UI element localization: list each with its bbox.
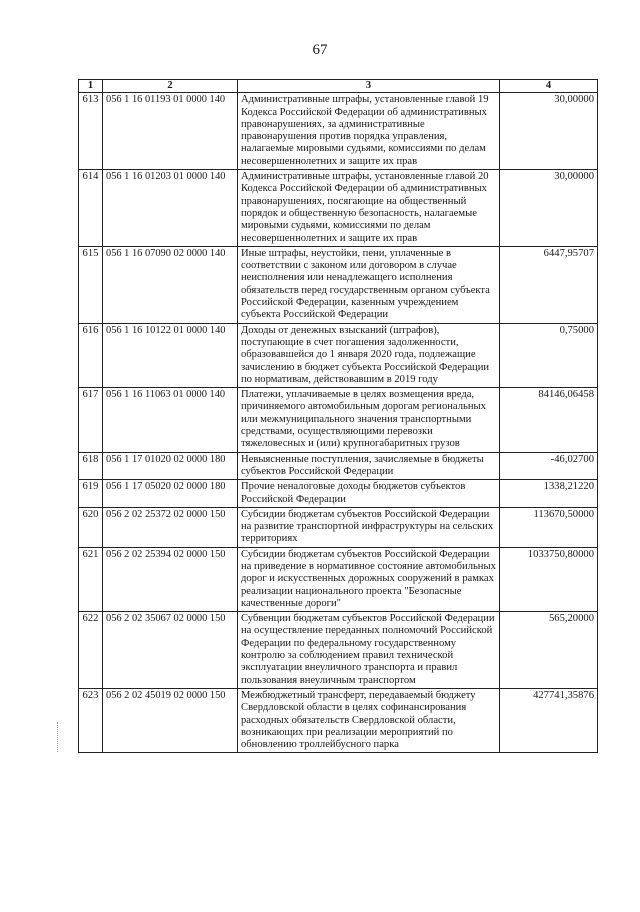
budget-code: 056 2 02 25394 02 0000 150 [103, 547, 238, 611]
table-row [79, 688, 598, 752]
table-row [79, 547, 598, 611]
amount: 30,00000 [500, 93, 598, 170]
table-row [79, 170, 598, 247]
budget-revenue-table [78, 79, 598, 753]
revenue-description: Административные штрафы, установленные главой 20 Кодекса Российской Федерации об административных правонарушениях, посягающие на общественный порядок и общественную безопасность, налагаемые мировыми судьями, комиссиями по делам несовершеннолетних и защите их прав [238, 170, 500, 247]
table-row [79, 612, 598, 689]
row-number: 622 [79, 612, 103, 689]
budget-code: 056 1 17 05020 02 0000 180 [103, 480, 238, 508]
budget-code: 056 2 02 45019 02 0000 150 [103, 688, 238, 752]
amount: 30,00000 [500, 170, 598, 247]
budget-code: 056 1 16 01193 01 0000 140 [103, 93, 238, 170]
row-number: 623 [79, 688, 103, 752]
budget-code: 056 1 16 10122 01 0000 140 [103, 323, 238, 387]
row-number: 619 [79, 480, 103, 508]
budget-code: 056 1 16 01203 01 0000 140 [103, 170, 238, 247]
amount: 0,75000 [500, 323, 598, 387]
column-header-3: 3 [238, 80, 500, 93]
table-row [79, 452, 598, 480]
revenue-description: Межбюджетный трансферт, передаваемый бюджету Свердловской области в целях софинансирования расходных обязательств Свердловской области, возникающих при реализации мероприятий по обновлению троллейбусного парка [238, 688, 500, 752]
row-number: 614 [79, 170, 103, 247]
revenue-description: Прочие неналоговые доходы бюджетов субъектов Российской Федерации [238, 480, 500, 508]
amount: 1338,21220 [500, 480, 598, 508]
row-number: 620 [79, 507, 103, 547]
table-body [79, 93, 598, 753]
amount: 565,20000 [500, 612, 598, 689]
amount: 113670,50000 [500, 507, 598, 547]
row-number: 617 [79, 388, 103, 452]
revenue-description: Доходы от денежных взысканий (штрафов), поступающие в счет погашения задолженности, образовавшейся до 1 января 2020 года, подлежащие зачислению в бюджет субъекта Российской Федерации по нормативам, действовавшим в 2019 году [238, 323, 500, 387]
table-row [79, 93, 598, 170]
table-row [79, 480, 598, 508]
table-header-row [79, 80, 598, 93]
margin-mark [57, 722, 59, 752]
revenue-description: Субвенции бюджетам субъектов Российской Федерации на осуществление переданных полномочий Российской Федерации по федеральному государственному контролю за соблюдением правил технической эксплуатации внеуличного транспорта и правил пользования внеуличным транспортом [238, 612, 500, 689]
row-number: 613 [79, 93, 103, 170]
amount: -46,02700 [500, 452, 598, 480]
table-row [79, 388, 598, 452]
row-number: 621 [79, 547, 103, 611]
amount: 6447,95707 [500, 246, 598, 323]
column-header-1: 1 [79, 80, 103, 93]
budget-code: 056 1 16 07090 02 0000 140 [103, 246, 238, 323]
revenue-description: Субсидии бюджетам субъектов Российской Федерации на развитие транспортной инфраструктуры на сельских территориях [238, 507, 500, 547]
revenue-description: Платежи, уплачиваемые в целях возмещения вреда, причиняемого автомобильным дорогам региональных или межмуниципального значения транспортными средствами, осуществляющими перевозки тяжеловесных и (или) крупногабаритных грузов [238, 388, 500, 452]
table-row [79, 323, 598, 387]
page-number: 67 [312, 42, 328, 58]
table-row [79, 507, 598, 547]
amount: 84146,06458 [500, 388, 598, 452]
column-header-4: 4 [500, 80, 598, 93]
revenue-description: Административные штрафы, установленные главой 19 Кодекса Российской Федерации об административных правонарушениях, за административные правонарушения против порядка управления, налагаемые мировыми судьями, комиссиями по делам несовершеннолетних и защите их прав [238, 93, 500, 170]
budget-code: 056 2 02 35067 02 0000 150 [103, 612, 238, 689]
amount: 427741,35876 [500, 688, 598, 752]
budget-code: 056 1 16 11063 01 0000 140 [103, 388, 238, 452]
budget-code: 056 2 02 25372 02 0000 150 [103, 507, 238, 547]
revenue-description: Невыясненные поступления, зачисляемые в бюджеты субъектов Российской Федерации [238, 452, 500, 480]
table-row [79, 246, 598, 323]
revenue-description: Субсидии бюджетам субъектов Российской Федерации на приведение в нормативное состояние автомобильных дорог и искусственных дорожных сооружений в рамках реализации национального проекта "Безопасные качественные дороги" [238, 547, 500, 611]
budget-code: 056 1 17 01020 02 0000 180 [103, 452, 238, 480]
amount: 1033750,80000 [500, 547, 598, 611]
column-header-2: 2 [103, 80, 238, 93]
row-number: 615 [79, 246, 103, 323]
row-number: 616 [79, 323, 103, 387]
row-number: 618 [79, 452, 103, 480]
revenue-description: Иные штрафы, неустойки, пени, уплаченные в соответствии с законом или договором в случае неисполнения или ненадлежащего исполнения обязательств перед государственным органом субъекта Российской Федерации, казенным учреждением субъекта Российской Федерации [238, 246, 500, 323]
